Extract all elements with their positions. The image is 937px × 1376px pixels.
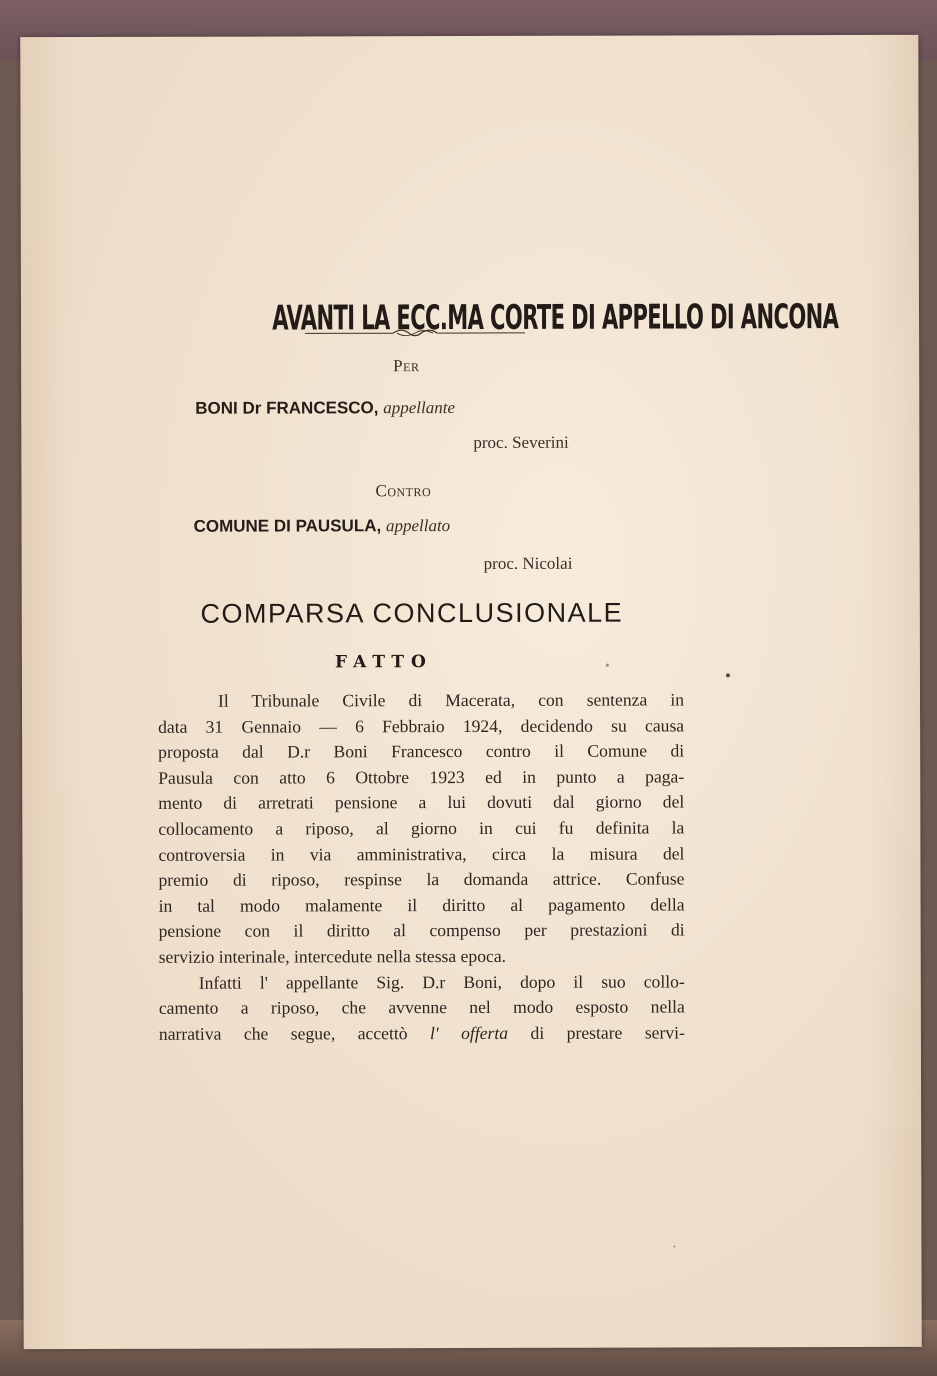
- document-page: [20, 35, 921, 1349]
- appellee-proc: proc. Nicolai: [483, 553, 573, 573]
- text-line: Pausula con atto 6 Ottobre 1923 ed in punto a paga-: [158, 766, 685, 788]
- appellee-line: [194, 516, 451, 537]
- text-line: proposta dal D.r Boni Francesco contro il Comune di: [158, 740, 685, 763]
- appellee-role: appellato: [385, 516, 451, 536]
- paper-speck: [606, 664, 609, 667]
- text-line: premio di riposo, respinse la domanda attrice. Confuse: [158, 868, 685, 890]
- text-line: Infatti l' appellante Sig. D.r Boni, dopo il suo collo-: [198, 970, 685, 993]
- contro-label: Contro: [375, 481, 432, 501]
- text-line: data 31 Gennaio — 6 Febbraio 1924, decidendo su causa: [158, 715, 685, 737]
- section-heading: FATTO: [334, 652, 433, 673]
- text-line: pensione con il diritto al compenso per prestazioni di: [158, 919, 685, 942]
- main-title: COMPARSA CONCLUSIONALE: [200, 597, 624, 629]
- appellant-proc: proc. Severini: [473, 432, 569, 452]
- per-label: Per: [393, 356, 420, 376]
- text-fragment: narrativa che segue, accettò: [158, 1022, 431, 1044]
- text-fragment: di prestare servi-: [508, 1022, 685, 1043]
- paper-speck: [726, 673, 730, 677]
- body-text: [158, 687, 685, 1047]
- court-title: AVANTI LA ECC.MA CORTE DI APPELLO DI ANCONA: [272, 297, 839, 339]
- italic-fragment: l' offerta: [429, 1022, 509, 1043]
- text-line: [159, 1020, 685, 1047]
- appellee-name: COMUNE DI PAUSULA,: [193, 516, 382, 536]
- appellant-line: [195, 398, 455, 419]
- text-line: camento a riposo, che avvenne nel modo esposto nella: [158, 996, 685, 1018]
- text-line: controversia in via amministrativa, circa la misura del: [158, 843, 685, 865]
- paper-speck: [673, 1245, 675, 1247]
- text-line: collocamento a riposo, al giorno in cui fu definita la: [158, 817, 685, 839]
- ornament-divider: [305, 326, 525, 341]
- text-line: Il Tribunale Civile di Macerata, con sentenza in: [217, 689, 685, 711]
- text-line: servizio interinale, intercedute nella stessa epoca.: [158, 945, 507, 967]
- text-line: in tal modo malamente il diritto al pagamento della: [158, 894, 685, 916]
- appellant-role: appellante: [383, 398, 456, 418]
- appellant-name: BONI Dr FRANCESCO,: [195, 398, 379, 418]
- text-line: mento di arretrati pensione a lui dovuti dal giorno del: [158, 791, 685, 814]
